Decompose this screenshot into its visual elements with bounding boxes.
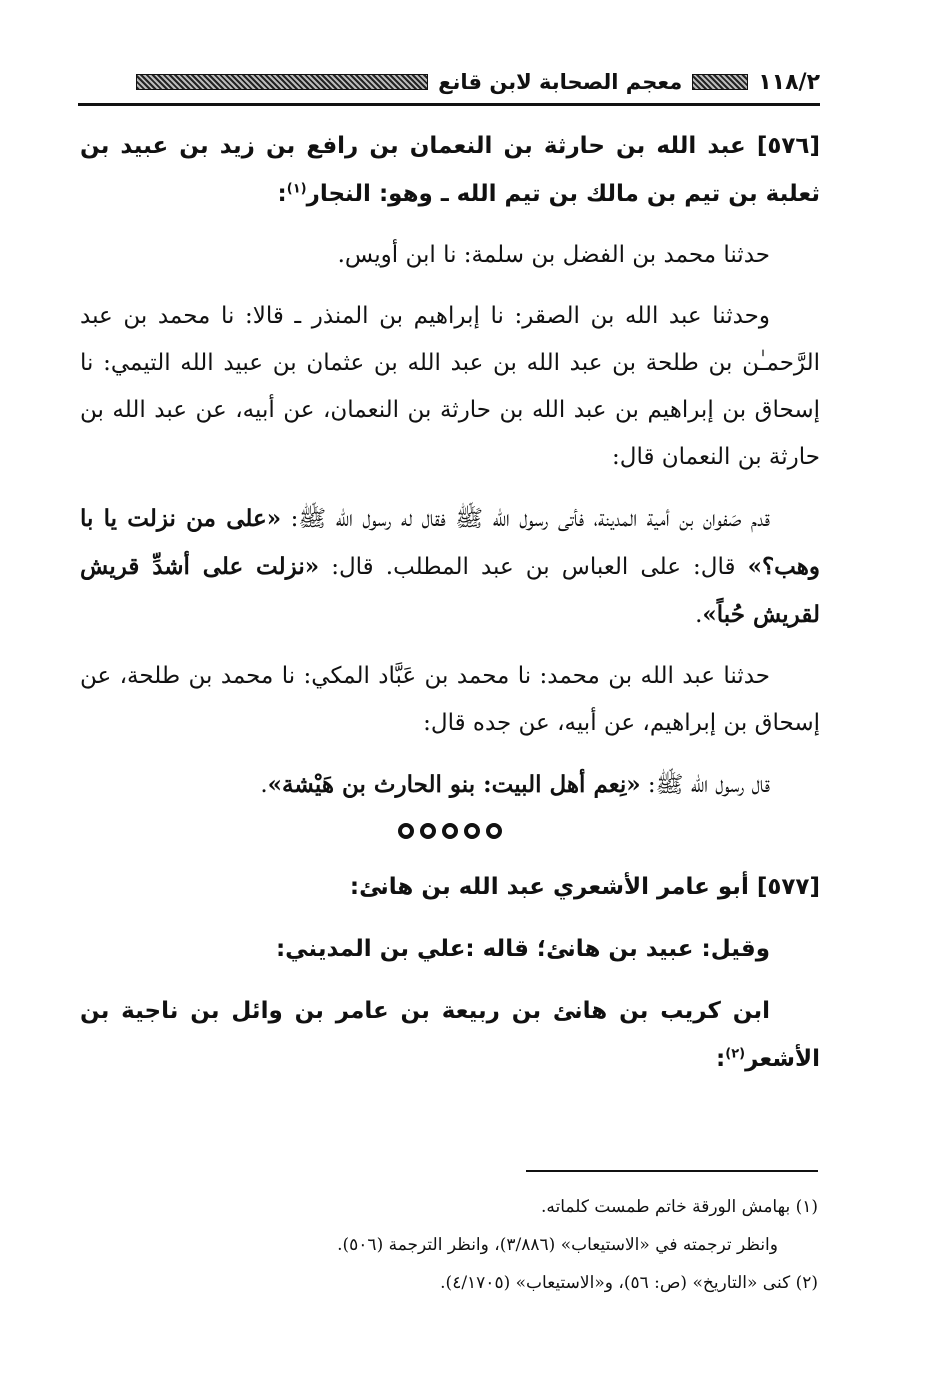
lineage: ابن كريب بن هانئ بن ربيعة بن عامر بن وائل بن ناجية بن الأشعر$^{(٢)}$: xyxy=(80,998,820,1072)
footnote: (٢) كنى «التاريخ» (ص: ٥٦)، و«الاستيعاب» (٤/١٧٠٥). xyxy=(440,1273,818,1293)
hadith-paragraph: قدم صَفوان بن أمية المدينة، فأتى رسول الله ﷺ فقال له رسول الله ﷺ: «على من نزلت يا با وهب؟» قال: على العباس بن عبد المطلب. قال: «نزلت على أشدِّ قريش لقريش حُباً». xyxy=(80,505,820,628)
entry-number: [٥٧٧] xyxy=(756,874,820,900)
footnote-marker: (١) xyxy=(286,181,307,197)
footnote-rule xyxy=(526,1170,818,1172)
entry-title: أبو عامر الأشعري عبد الله بن هانئ: xyxy=(349,874,749,900)
hadith-quote: «على من نزلت يا با وهب؟» xyxy=(80,505,820,580)
isnad-paragraph: وحدثنا عبد الله بن الصقر: نا إبراهيم بن المنذر ـ قالا: نا محمد بن عبد الرَّحمـٰن بن طلحة بن عبد الله بن عبد الله بن عثمان بن عبيد الله التيمي: نا إسحاق بن إبراهيم بن عبد الله بن حارثة بن النعمان، عن أبيه، عن عبد الله بن حارثة بن النعمان قال: xyxy=(80,303,820,470)
footnote: وانظر ترجمته في «الاستيعاب» (٣/٨٨٦)، وانظر الترجمة (٥٠٦). xyxy=(337,1235,778,1255)
ornament-circle xyxy=(464,823,480,839)
isnad-paragraph: حدثنا محمد بن الفضل بن سلمة: نا ابن أويس. xyxy=(337,242,770,268)
hadith-quote: «نزلت على أشدِّ قريش لقريش حُباً» xyxy=(80,553,820,628)
ornament-circle xyxy=(442,823,458,839)
hadith-quote: «نِعم أهل البيت: بنو الحارث بن هَيْشة» xyxy=(267,771,641,798)
footnote-marker: (٢) xyxy=(725,1046,746,1062)
isnad-paragraph: حدثنا عبد الله بن محمد: نا محمد بن عَبَّاد المكي: نا محمد بن طلحة، عن إسحاق بن إبراهيم، عن أبيه، عن جده قال: xyxy=(80,663,820,736)
page-number: ١١٨/٢ xyxy=(758,69,820,95)
ornament-circle xyxy=(398,823,414,839)
running-header xyxy=(78,62,820,102)
section-divider xyxy=(80,823,820,851)
main-text xyxy=(80,122,820,1097)
book-title: معجم الصحابة لابن قانع xyxy=(438,70,683,94)
header-ornament xyxy=(692,74,748,90)
entry-577-heading xyxy=(80,863,820,911)
ornament-circle xyxy=(486,823,502,839)
alt-name: وقيل: عبيد بن هانئ؛ قاله :علي بن المديني: xyxy=(275,936,770,962)
entry-title: عبد الله بن حارثة بن النعمان بن رافع بن زيد بن عبيد بن ثعلبة بن تيم بن مالك بن تيم الله ـ وهو: النجار xyxy=(80,133,820,207)
header-rule xyxy=(78,103,820,106)
entry-576-heading: [٥٧٦] عبد الله بن حارثة بن النعمان بن رافع بن زيد بن عبيد بن ثعلبة بن تيم بن مالك بن تيم الله ـ وهو: النجار$^{(١)}$: xyxy=(80,133,820,207)
entry-number: [٥٧٦] xyxy=(756,133,820,159)
ornament-circle xyxy=(420,823,436,839)
footnote: (١) بهامش الورقة خاتم طمست كلماته. xyxy=(540,1197,818,1217)
hadith-paragraph: قال رسول الله ﷺ: «نِعم أهل البيت: بنو الحارث بن هَيْشة». xyxy=(260,771,770,798)
header-ornament xyxy=(136,74,428,90)
footnotes xyxy=(80,1188,818,1302)
